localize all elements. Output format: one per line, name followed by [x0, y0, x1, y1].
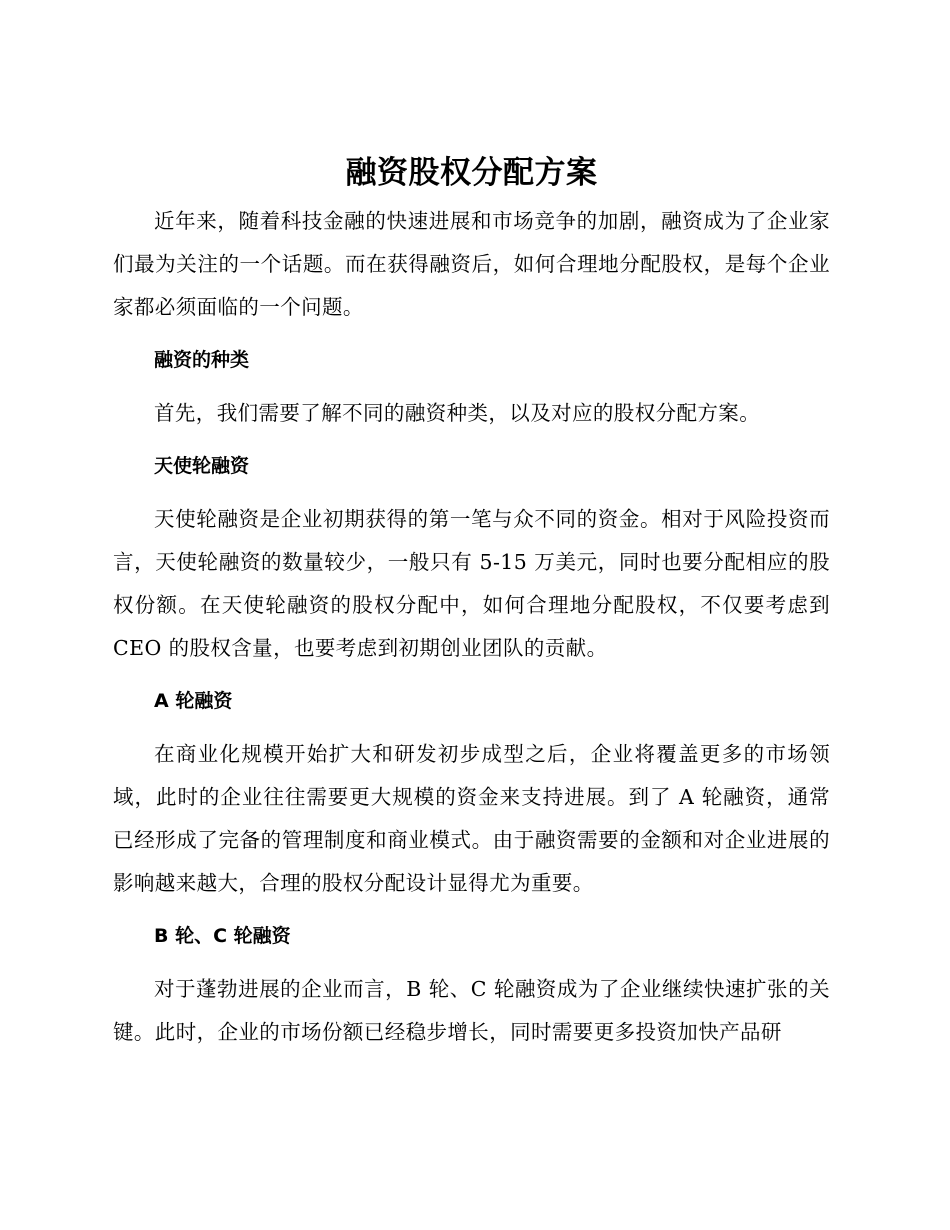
section-body-a-round: 在商业化规模开始扩大和研发初步成型之后，企业将覆盖更多的市场领域，此时的企业往往需要更大规模的资金来支持进展。到了 A 轮融资，通常已经形成了完备的管理制度和商业模式。由于融资需要的金额和对企业进展的影响越来越大，合理的股权分配设计显得尤为重要。	[113, 742, 830, 895]
section-heading-bc-round: B 轮、C 轮融资	[154, 925, 291, 947]
section-heading-financing-types: 融资的种类	[154, 349, 250, 371]
document-title: 融资股权分配方案	[345, 155, 598, 191]
section-heading-angel-round: 天使轮融资	[154, 455, 250, 477]
section-heading-a-round: A 轮融资	[154, 690, 233, 712]
section-body-financing-types: 首先，我们需要了解不同的融资种类，以及对应的股权分配方案。	[154, 401, 761, 425]
intro-paragraph: 近年来，随着科技金融的快速进展和市场竞争的加剧，融资成为了企业家们最为关注的一个话题。而在获得融资后，如何合理地分配股权，是每个企业家都必须面临的一个问题。	[113, 209, 830, 319]
section-body-angel-round: 天使轮融资是企业初期获得的第一笔与众不同的资金。相对于风险投资而言，天使轮融资的数量较少，一般只有 5-15 万美元，同时也要分配相应的股权份额。在天使轮融资的股权分配中，如何合理地分配股权，不仅要考虑到 CEO 的股权含量，也要考虑到初期创业团队的贡献。	[113, 507, 830, 660]
section-body-bc-round: 对于蓬勃进展的企业而言，B 轮、C 轮融资成为了企业继续快速扩张的关键。此时，企业的市场份额已经稳步增长，同时需要更多投资加快产品研	[113, 977, 830, 1044]
